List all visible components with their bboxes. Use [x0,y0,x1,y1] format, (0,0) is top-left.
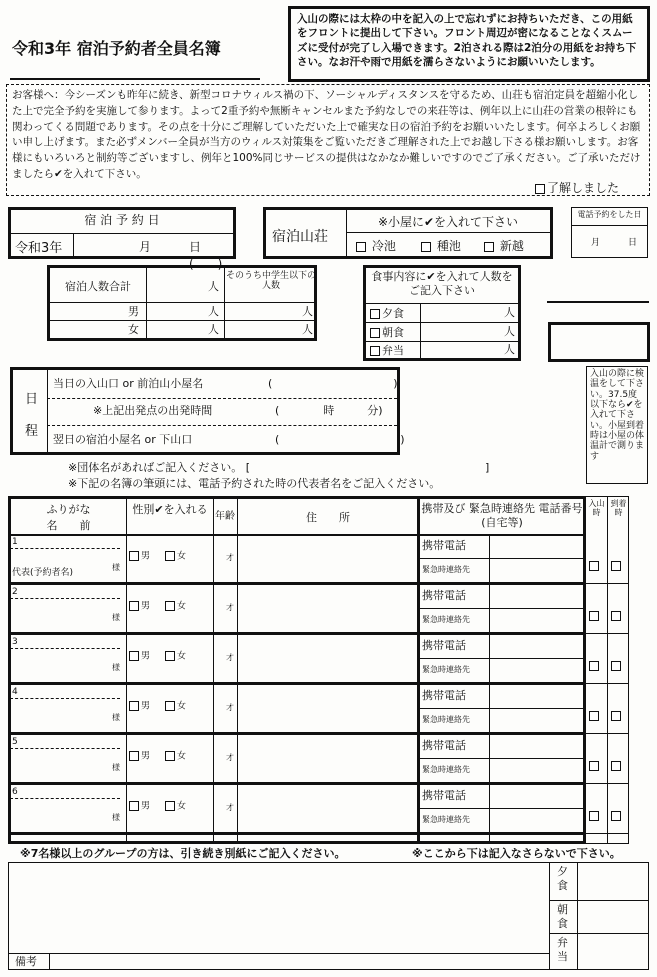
mobile-label: 携帯電話 [422,639,466,652]
age-unit: 才 [226,803,234,812]
gender-female-option[interactable]: 女 [165,551,186,562]
gender-female-option[interactable]: 女 [165,751,186,762]
arrival-check[interactable] [611,755,623,774]
arrival-check[interactable] [611,655,623,674]
meal-box [363,265,521,361]
hut-instruction: ※小屋に✔を入れて下さい [377,215,519,229]
entry-check[interactable] [589,555,601,574]
gender-male-option[interactable]: 男 [129,551,150,562]
male-count-label: 男 [128,305,139,318]
schedule-box [10,367,405,455]
female-unit: 人 [208,323,219,336]
sama-label: 様 [112,663,120,672]
staff-breakfast: 朝食 [557,903,568,930]
gender-female-option[interactable]: 女 [165,651,186,662]
arrival-check[interactable] [611,605,623,624]
header-address: 住 所 [306,511,350,524]
schedule-label-top: 日 [25,392,39,407]
table-row [8,684,630,734]
gender-male-option[interactable]: 男 [129,651,150,662]
staff-lunchbox: 弁当 [557,936,568,963]
age-unit: 才 [226,553,234,562]
emergency-label: 緊急時連絡先 [422,665,470,674]
hut-option-2[interactable]: 種池 [421,237,461,254]
mobile-label: 携帯電話 [422,789,466,802]
reservation-day-label: 日( ) [189,240,223,271]
staff-dinner: 夕食 [557,865,568,892]
reservation-date-box [8,207,236,271]
hut-label: 宿泊山荘 [272,229,328,245]
meal-breakfast-unit: 人 [504,325,515,338]
schedule-row1-field[interactable]: ( ) [268,377,398,390]
notice-box [288,6,650,82]
male-unit: 人 [208,305,219,318]
schedule-row1-label: 当日の入山口 or 前泊山小屋名 [53,377,204,390]
schedule-row2-field[interactable]: ( 時 分) [275,404,383,417]
total-unit: 人 [208,280,219,293]
schedule-label-bottom: 程 [25,424,39,439]
gender-male-option[interactable]: 男 [129,751,150,762]
row-number: 6 [12,787,18,797]
header-contact: 携帯及び 緊急時連絡先 電話番号(自宅等) [421,502,583,529]
table-row [8,584,630,634]
staff-box [548,322,650,362]
intro-text: お客様へ：今シーズンも昨年に続き、新型コロナウィルス禍の下、ソーシャルディスタンスを守るため、山荘も宿泊定員を超縮小化した上で完全予約を実施して参ります。よって2重予約や無断キャンセルまた予約なしでの来荘等は、例年以上に山荘の営業の根幹にも関わってくる問題であります。その点を十分にご理解していただいた上で確実な日の宿泊予約をお願いいたします。何卒よろしくお願い申し上げます。また必ずメンバー全員が当方のウィルス対策集をご覧いただきご理解された上でお越し下さる様お願いします。お客様にもいろいろと制約等ございますし、例年と100%同じサービスの提供はなかなか難しいですのでご了承ください。ご了承いただけましたら✔を入れて下さい。 [12,89,641,180]
temperature-note: 入山の際に検温をして下さい。37.5度以下なら✔を入れて下さい。小屋到着時は小屋の体温計で測ります [586,366,648,484]
gender-female-option[interactable]: 女 [165,601,186,612]
gender-male-option[interactable]: 男 [129,801,150,812]
emergency-label: 緊急時連絡先 [422,615,470,624]
junior-label: そのうち中学生以下の人数 [226,271,317,292]
arrival-check[interactable] [611,705,623,724]
staff-table [8,862,649,970]
row-number: 3 [12,637,18,647]
mobile-label: 携帯電話 [422,539,466,552]
row-number: 5 [12,737,18,747]
header-entry: 入山時 [588,499,605,517]
meal-title: 食事内容に✔を入れて人数をご記入下さい [371,270,513,297]
entry-check[interactable] [589,655,601,674]
gender-male-option[interactable]: 男 [129,701,150,712]
age-unit: 才 [226,753,234,762]
meal-dinner-unit: 人 [504,306,515,319]
person-count-box [47,265,317,341]
gender-male-option[interactable]: 男 [129,601,150,612]
group-note: ※団体名があればご記入ください。 [ ] [68,461,490,474]
schedule-row3-label: 翌日の宿泊小屋名 or 下山口 [53,433,193,446]
reservation-date-title: 宿 泊 予 約 日 [84,213,160,227]
age-unit: 才 [226,703,234,712]
entry-check[interactable] [589,755,601,774]
arrival-check[interactable] [611,805,623,824]
remarks-label: 備考 [15,955,37,968]
hut-box [263,207,553,259]
meal-lunchbox[interactable]: 弁当 [370,344,404,358]
row-number: 1 [12,537,18,547]
schedule-row3-field[interactable]: ( ) [275,433,405,446]
row-number: 2 [12,587,18,597]
row-number: 4 [12,687,18,697]
mobile-label: 携帯電話 [422,589,466,602]
meal-lunchbox-unit: 人 [504,343,515,356]
gender-female-option[interactable]: 女 [165,801,186,812]
age-unit: 才 [226,603,234,612]
agree-label: 了解しました [547,181,620,195]
sama-label: 様 [112,613,120,622]
meal-dinner[interactable]: 夕食 [370,307,404,321]
header-kana: ふりがな [46,503,91,516]
phone-date-title: 電話予約をした日 [577,210,642,219]
phone-month-label: 月 [591,238,601,248]
sama-label: 様 [112,813,120,822]
agree-checkbox-wrap[interactable] [535,181,619,196]
leader-note: ※下記の名簿の筆頭には、電話予約された時の代表者名をご記入ください。 [68,477,441,490]
staff-line [547,301,649,303]
entry-check[interactable] [589,805,601,824]
header-age: 年齢 [215,511,235,522]
phone-day-label: 日 [628,238,638,248]
table-row [8,534,630,584]
arrival-check[interactable] [611,555,623,574]
sama-label: 様 [112,763,120,772]
staff-only-note: ※ここから下は記入なさらないで下さい。 [412,847,621,860]
reservation-era: 令和3年 [15,241,63,256]
meal-breakfast[interactable]: 朝食 [370,326,404,340]
phone-date-box [571,207,648,258]
entry-check[interactable] [589,705,601,724]
table-row [8,734,630,784]
age-unit: 才 [226,653,234,662]
female-junior-unit: 人 [302,323,313,336]
reservation-month-label: 月 [139,240,152,254]
mobile-label: 携帯電話 [422,689,466,702]
page-title: 令和3年 宿泊予約者全員名簿 [12,39,221,58]
male-junior-unit: 人 [302,305,313,318]
agree-checkbox[interactable] [535,184,545,194]
emergency-label: 緊急時連絡先 [422,565,470,574]
emergency-label: 緊急時連絡先 [422,765,470,774]
mobile-label: 携帯電話 [422,739,466,752]
hut-option-1[interactable]: 冷池 [356,237,396,254]
emergency-label: 緊急時連絡先 [422,815,470,824]
table-row [8,784,630,834]
header-gender: 性別✔を入れる [132,503,208,516]
sama-label: 様 [112,713,120,722]
table-row [8,634,630,684]
hut-option-3[interactable]: 新越 [484,237,524,254]
total-label: 宿泊人数合計 [65,280,131,293]
title-underline [10,78,260,80]
sama-label: 様 [112,563,120,572]
header-name: 名 前 [46,519,91,532]
emergency-label: 緊急時連絡先 [422,715,470,724]
header-arrival: 到着時 [610,499,627,517]
schedule-row2-label: ※上記出発点の出発時間 [93,404,213,417]
entry-check[interactable] [589,605,601,624]
gender-female-option[interactable]: 女 [165,701,186,712]
row-rep-label: 代表(予約者名) [12,568,74,578]
intro-box [6,84,650,196]
notice-text: 入山の際には太枠の中を記入の上で忘れずにお持ちいただき、この用紙をフロントに提出して下さい。フロント周辺が密になることなくスムーズに受付が完了し入場できます。2泊される際は2泊分の用紙をお持ち下さい。なお汗や雨で用紙を濡らさないようにお願いいたします。 [297,13,637,69]
female-count-label: 女 [128,323,139,336]
group-over-7-note: ※7名様以上のグループの方は、引き続き別紙にご記入ください。 [20,847,346,860]
